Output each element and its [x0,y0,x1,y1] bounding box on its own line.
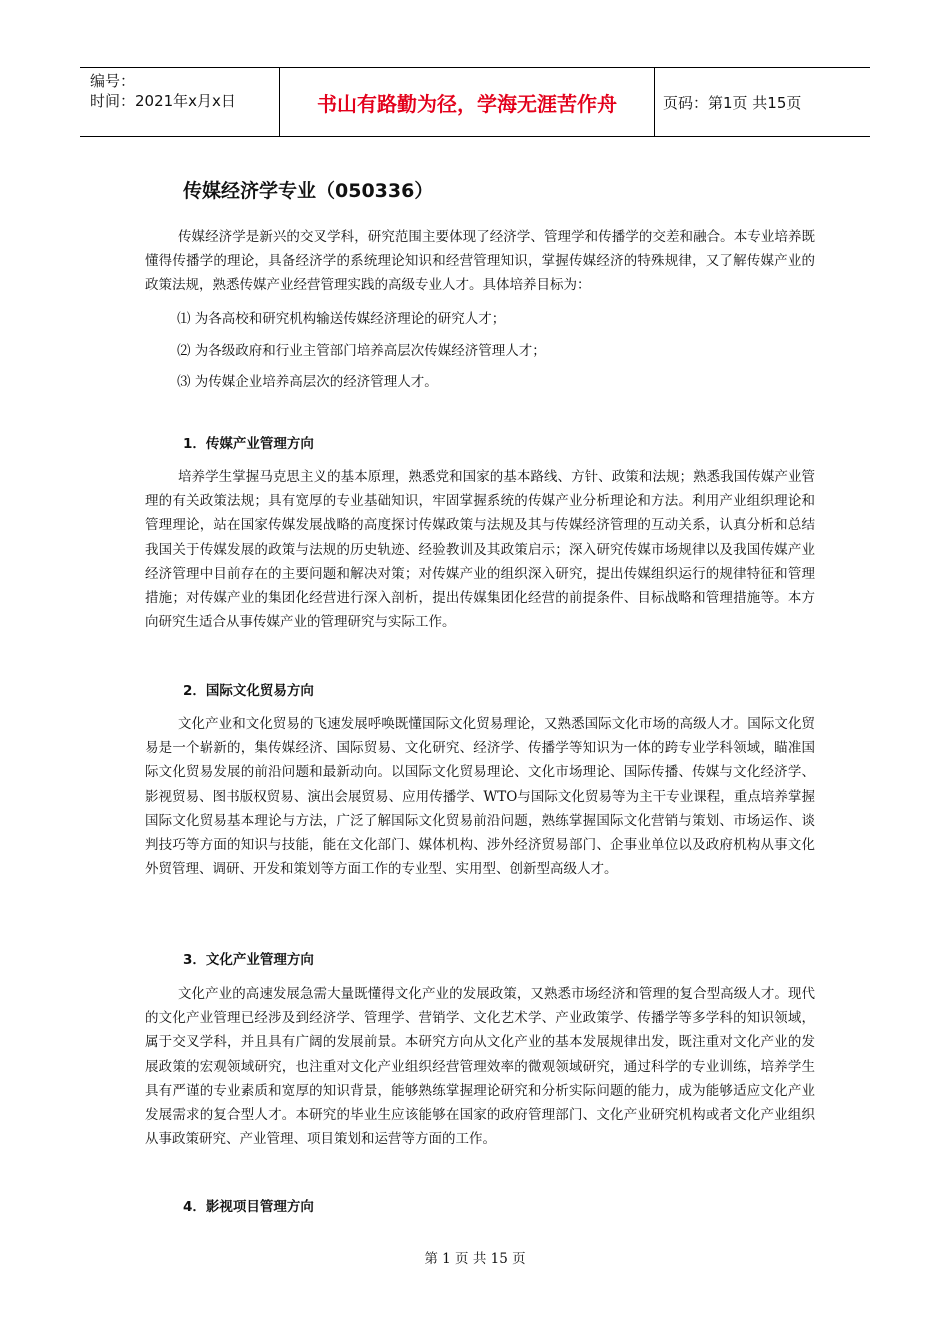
section-heading: 1．传媒产业管理方向 [183,436,314,452]
goal-item: ⑵ 为各级政府和行业主管部门培养高层次传媒经济管理人才； [177,343,546,359]
section-body: 培养学生掌握马克思主义的基本原理，熟悉党和国家的基本路线、方针、政策和法规；熟悉我国传媒产业管理的有关政策法规；具有宽厚的专业基础知识，牢固掌握系统的传媒产业分析理论和方法。利用产业组织理论和管理理论，站在国家传媒发展战略的高度探讨传媒政策与法规及其与传媒经济管理的互动关系，认真分析和总结我国关于传媒发展的政策与法规的历史轨迹、经验教训及其政策启示；深入研究传媒市场规律以及我国传媒产业经济管理中目前存在的主要问题和解决对策；对传媒产业的组织深入研究，提出传媒组织运行的规律特征和管理措施；对传媒产业的集团化经营进行深入剖析，提出传媒集团化经营的前提条件、目标战略和管理措施等。本方向研究生适合从事传媒产业的管理研究与实际工作。 [145,469,815,631]
document-number-label: 编号： [90,72,136,90]
goal-item: ⑶ 为传媒企业培养高层次的经济管理人才。 [177,374,438,390]
page-header [80,67,870,137]
section-body: 文化产业的高速发展急需大量既懂得文化产业的发展政策，又熟悉市场经济和管理的复合型高级人才。现代的文化产业管理已经涉及到经济学、管理学、营销学、文化艺术学、产业政策学、传播学等多学科的知识领域，属于交叉学科，并且具有广阔的发展前景。本研究方向从文化产业的基本发展规律出发，既注重对文化产业的发展政策的宏观领域研究，也注重对文化产业组织经营管理效率的微观领域研究，通过科学的专业训练，培养学生具有严谨的专业素质和宽厚的知识背景，能够熟练掌握理论研究和分析实际问题的能力，成为能够适应文化产业发展需求的复合型人才。本研究的毕业生应该能够在国家的政府管理部门、文化产业研究机构或者文化产业组织从事政策研究、产业管理、项目策划和运营等方面的工作。 [145,986,815,1148]
document-title: 传媒经济学专业（050336） [183,180,434,202]
section-heading: 4．影视项目管理方向 [183,1199,314,1215]
header-motto: 书山有路勤为径，学海无涯苦作舟 [280,68,655,136]
goal-item: ⑴ 为各高校和研究机构输送传媒经济理论的研究人才； [177,311,506,327]
intro-paragraph: 传媒经济学是新兴的交叉学科，研究范围主要体现了经济学、管理学和传播学的交差和融合。本专业培养既懂得传播学的理论，具备经济学的系统理论知识和经营管理知识，掌握传媒经济的特殊规律，又了解传媒产业的政策法规，熟悉传媒产业经营管理实践的高级专业人才。具体培养目标为： [145,229,815,294]
section-body: 文化产业和文化贸易的飞速发展呼唤既懂国际文化贸易理论，又熟悉国际文化市场的高级人才。国际文化贸易是一个崭新的，集传媒经济、国际贸易、文化研究、经济学、传播学等知识为一体的跨专业学科领域，瞄准国际文化贸易发展的前沿问题和最新动向。以国际文化贸易理论、文化市场理论、国际传播、传媒与文化经济学、影视贸易、图书版权贸易、演出会展贸易、应用传播学、WTO与国际文化贸易等为主干专业课程，重点培养掌握国际文化贸易基本理论与方法，广泛了解国际文化贸易前沿问题，熟练掌握国际文化营销与策划、市场运作、谈判技巧等方面的知识与技能，能在文化部门、媒体机构、涉外经济贸易部门、企事业单位以及政府机构从事文化外贸管理、调研、开发和策划等方面工作的专业型、实用型、创新型高级人才。 [145,716,815,878]
section-heading: 2．国际文化贸易方向 [183,683,314,699]
header-page-info: 页码：第1页 共15页 [663,93,802,112]
page-footer: 第 1 页 共 15 页 [424,1251,526,1267]
header-meta [80,68,280,136]
document-time-label: 时间：2021年x月x日 [90,92,236,110]
section-heading: 3．文化产业管理方向 [183,952,314,968]
